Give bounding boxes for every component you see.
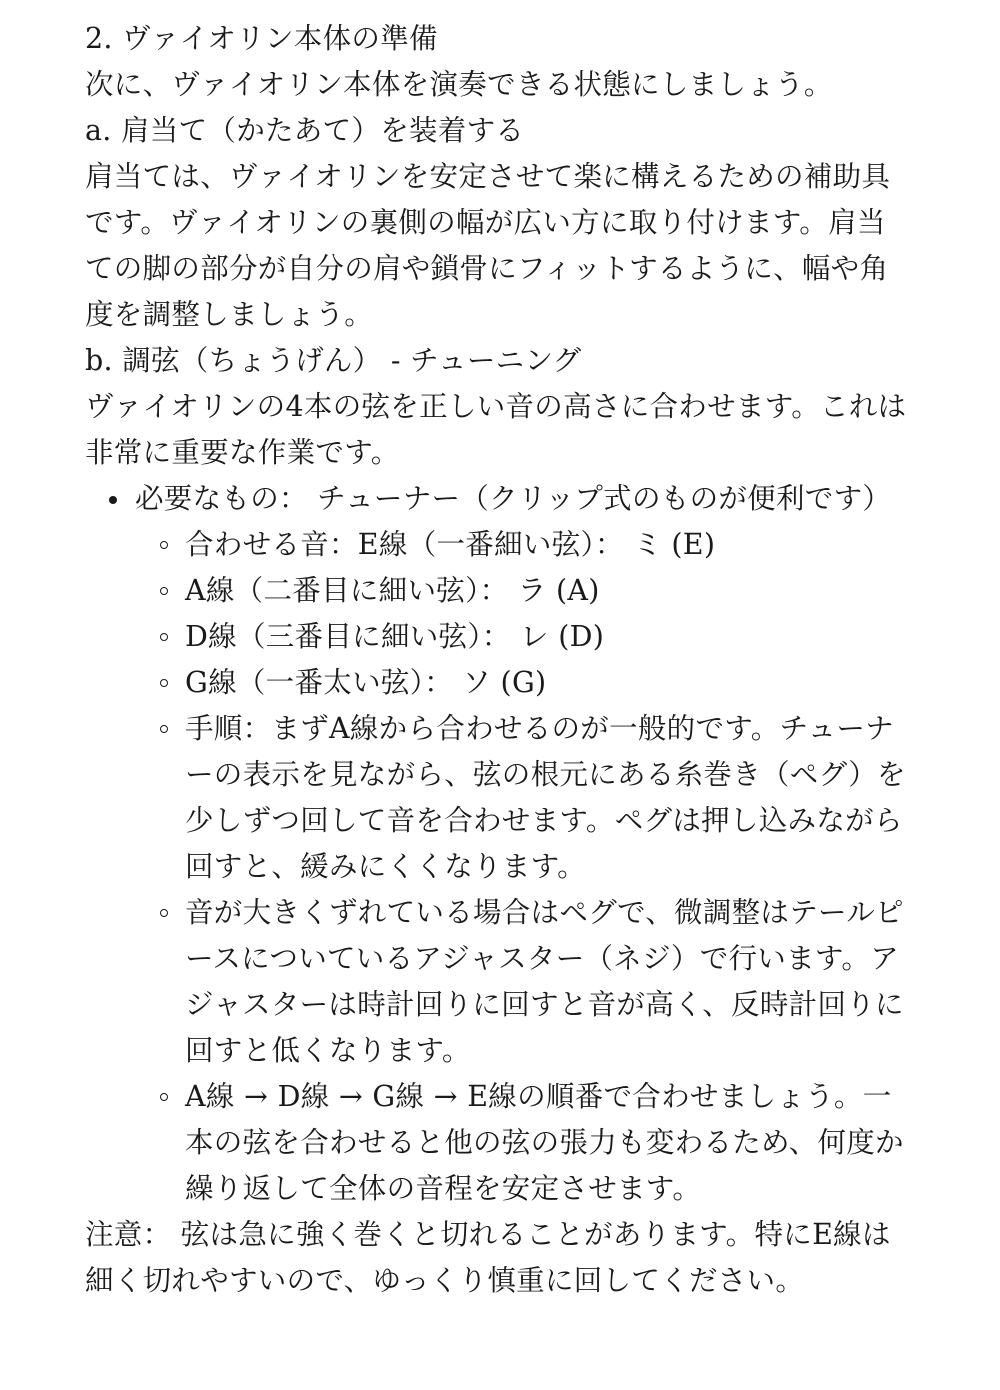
shoulder-rest-body: 肩当ては、ヴァイオリンを安定させて楽に構えるための補助具です。ヴァイオリンの裏側の幅が広い方に取り付けます。肩当ての脚の部分が自分の肩や鎖骨にフィットするように、幅や角度を調整しましょう。 bbox=[85, 160, 891, 331]
sublist-item-e-string bbox=[185, 522, 910, 568]
sublist-item-text: 手順：まずA線から合わせるのが一般的です。チューナーの表示を見ながら、弦の根元にある糸巻き（ペグ）を少しずつ回して音を合わせます。ペグは押し込みながら回すと、緩みにくくなります。 bbox=[185, 712, 906, 883]
sublist-item-order bbox=[185, 1074, 910, 1212]
circle-bullet-icon bbox=[160, 587, 168, 595]
circle-bullet-icon bbox=[160, 679, 168, 687]
sublist-item-fine-tuning bbox=[185, 890, 910, 1074]
tuning-sublist bbox=[135, 522, 910, 1212]
list-item-required-items bbox=[135, 476, 910, 1212]
caution-note: 注意： 弦は急に強く巻くと切れることがあります。特にE線は細く切れやすいので、ゆっくり慎重に回してください。 bbox=[85, 1218, 891, 1297]
circle-bullet-icon bbox=[160, 1093, 168, 1101]
circle-bullet-icon bbox=[160, 541, 168, 549]
section-heading: 2. ヴァイオリン本体の準備 bbox=[85, 22, 438, 55]
tuning-list bbox=[85, 476, 910, 1212]
sublist-item-text: A線 → D線 → G線 → E線の順番で合わせましょう。一本の弦を合わせると他の弦の張力も変わるため、何度か繰り返して全体の音程を安定させます。 bbox=[185, 1080, 904, 1205]
sublist-item-d-string bbox=[185, 614, 910, 660]
circle-bullet-icon bbox=[160, 725, 168, 733]
circle-bullet-icon bbox=[160, 633, 168, 641]
sublist-item-g-string bbox=[185, 660, 910, 706]
tuning-body: ヴァイオリンの4本の弦を正しい音の高さに合わせます。これは非常に重要な作業です。 bbox=[85, 390, 907, 469]
sublist-item-text: 合わせる音：E線（一番細い弦）： ミ (E) bbox=[185, 528, 716, 561]
sublist-item-procedure bbox=[185, 706, 910, 890]
sublist-item-text: G線（一番太い弦）： ソ (G) bbox=[185, 666, 547, 699]
shoulder-rest-heading: a. 肩当て（かたあて）を装着する bbox=[85, 114, 525, 147]
sublist-item-text: A線（二番目に細い弦）： ラ (A) bbox=[185, 574, 600, 607]
sublist-item-text: D線（三番目に細い弦）： レ (D) bbox=[185, 620, 605, 653]
circle-bullet-icon bbox=[160, 909, 168, 917]
sublist-item-a-string bbox=[185, 568, 910, 614]
tuning-heading: b. 調弦（ちょうげん） - チューニング bbox=[85, 344, 582, 377]
sublist-item-text: 音が大きくずれている場合はペグで、微調整はテールピースについているアジャスター（ネジ）で行います。アジャスターは時計回りに回すと音が高く、反時計回りに回すと低くなります。 bbox=[185, 896, 904, 1067]
bullet-icon bbox=[109, 496, 117, 504]
list-item-text: 必要なもの： チューナー（クリップ式のものが便利です） bbox=[135, 482, 892, 515]
section-intro: 次に、ヴァイオリン本体を演奏できる状態にしましょう。 bbox=[85, 68, 833, 101]
document bbox=[85, 16, 910, 1304]
